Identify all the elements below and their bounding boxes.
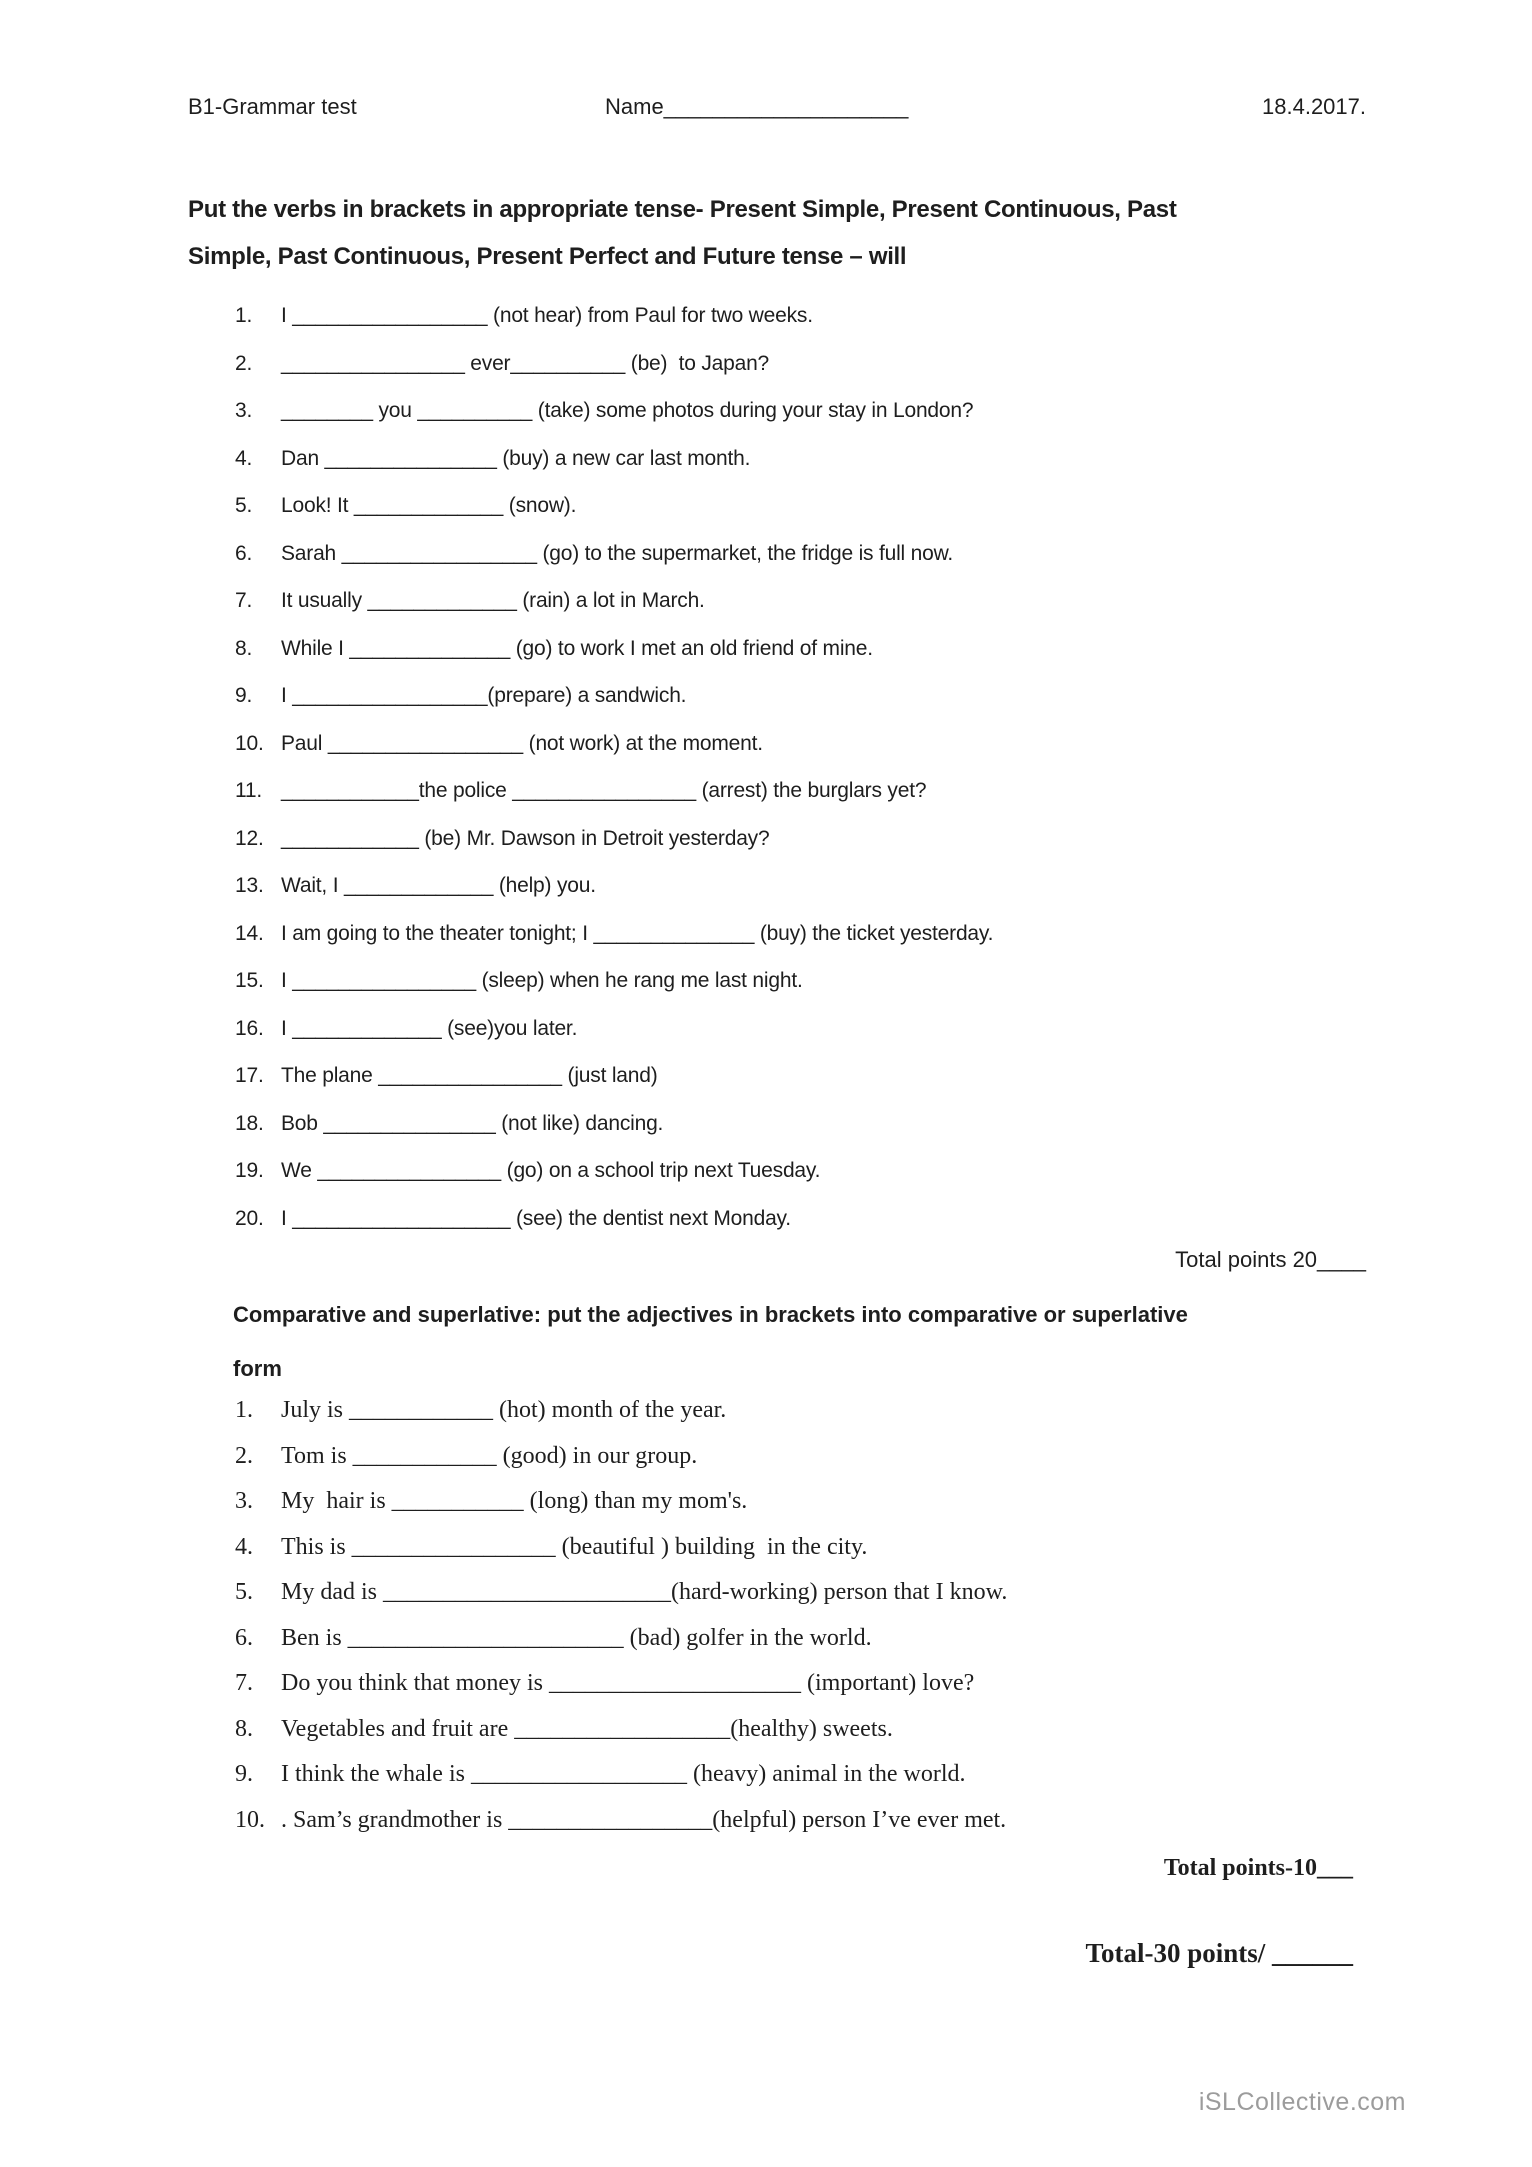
exercise-item (235, 815, 993, 863)
item-sentence: It usually _____________ (rain) a lot in March. (281, 589, 705, 612)
exercise-item (235, 1798, 1007, 1844)
exercise-item (235, 1100, 993, 1148)
item-sentence: I think the whale is __________________ (heavy) animal in the world. (281, 1761, 966, 1787)
exercise-item (235, 767, 993, 815)
item-number: 1. (235, 1397, 253, 1423)
item-sentence: I ________________ (sleep) when he rang me last night. (281, 969, 803, 992)
exercise-item (235, 672, 993, 720)
item-sentence: Do you think that money is _____________________ (important) love? (281, 1670, 975, 1696)
test-date: 18.4.2017. (1262, 94, 1366, 119)
section2-total-points: Total points-10___ (1163, 1855, 1353, 1881)
item-number: 9. (235, 684, 253, 707)
grand-total-points: Total-30 points/ ______ (1085, 1938, 1353, 1968)
exercise-item (235, 435, 993, 483)
exercise-item (235, 910, 993, 958)
item-sentence: While I ______________ (go) to work I met an old friend of mine. (281, 636, 873, 660)
item-number: 8. (235, 1715, 253, 1742)
item-sentence: . Sam’s grandmother is _________________(helpful) person I’ve ever met. (281, 1806, 1007, 1833)
exercise-item (235, 862, 993, 910)
item-number: 2. (235, 1442, 253, 1469)
item-sentence: My hair is ___________ (long) than my mom's. (281, 1488, 748, 1514)
exercise-item (235, 1195, 993, 1243)
item-number: 16. (235, 1016, 264, 1040)
exercise-item (235, 1707, 1007, 1753)
exercise-item (235, 1005, 993, 1053)
item-number: 6. (235, 541, 253, 565)
verb-tense-exercise-list (235, 292, 993, 1242)
exercise-item (235, 387, 993, 435)
item-sentence: I _________________(prepare) a sandwich. (281, 684, 687, 707)
course-title: B1-Grammar test (188, 94, 357, 119)
item-sentence: July is ____________ (hot) month of the year. (281, 1397, 727, 1423)
item-sentence: Tom is ____________ (good) in our group. (281, 1442, 698, 1469)
section2-instructions-line2: form (233, 1356, 282, 1381)
section1-instructions-line2: Simple, Past Continuous, Present Perfect and Future tense – will (188, 243, 907, 270)
exercise-item (235, 482, 993, 530)
item-number: 7. (235, 589, 253, 612)
item-number: 19. (235, 1159, 264, 1182)
section1-instructions (188, 186, 1382, 280)
item-number: 15. (235, 969, 264, 992)
item-number: 4. (235, 446, 253, 470)
item-sentence: This is _________________ (beautiful ) building in the city. (281, 1533, 868, 1560)
exercise-item (235, 1661, 1007, 1707)
exercise-item (235, 957, 993, 1005)
comparative-exercise-list (235, 1388, 1007, 1843)
item-sentence: Ben is _______________________ (bad) golfer in the world. (281, 1624, 872, 1651)
item-number: 4. (235, 1533, 253, 1560)
exercise-item (235, 1052, 993, 1100)
item-number: 20. (235, 1206, 264, 1230)
exercise-item (235, 340, 993, 388)
item-number: 11. (235, 779, 263, 802)
exercise-item (235, 1570, 1007, 1616)
exercise-item (235, 1147, 993, 1195)
item-number: 10. (235, 731, 264, 755)
item-number: 12. (235, 826, 264, 850)
item-sentence: I _____________ (see)you later. (281, 1016, 578, 1040)
exercise-item (235, 1434, 1007, 1480)
exercise-item (235, 1525, 1007, 1571)
item-sentence: Look! It _____________ (snow). (281, 494, 577, 517)
item-number: 3. (235, 1488, 253, 1514)
item-sentence: Sarah _________________ (go) to the supermarket, the fridge is full now. (281, 541, 954, 565)
item-number: 9. (235, 1761, 253, 1787)
exercise-item (235, 1388, 1007, 1434)
item-sentence: Bob _______________ (not like) dancing. (281, 1111, 664, 1135)
islcollective-watermark: iSLCollective.com (1198, 2088, 1406, 2116)
item-number: 5. (235, 1579, 253, 1605)
item-number: 13. (235, 874, 264, 897)
exercise-item (235, 1752, 1007, 1798)
item-number: 3. (235, 399, 253, 422)
item-sentence: ________ you __________ (take) some photos during your stay in London? (281, 399, 974, 422)
exercise-item (235, 625, 993, 673)
item-number: 8. (235, 636, 253, 660)
item-sentence: I am going to the theater tonight; I ______________ (buy) the ticket yesterday. (281, 921, 994, 945)
item-sentence: Wait, I _____________ (help) you. (281, 874, 596, 897)
item-sentence: Paul _________________ (not work) at the moment. (281, 731, 763, 755)
item-sentence: ____________ (be) Mr. Dawson in Detroit yesterday? (281, 826, 770, 850)
exercise-item (235, 720, 993, 768)
item-number: 7. (235, 1670, 253, 1696)
exercise-item (235, 530, 993, 578)
item-number: 5. (235, 494, 253, 517)
exercise-item (235, 1616, 1007, 1662)
item-sentence: My dad is ________________________(hard-working) person that I know. (281, 1579, 1008, 1605)
item-sentence: Dan _______________ (buy) a new car last month. (281, 446, 751, 470)
item-sentence: ________________ ever__________ (be) to Japan? (281, 351, 770, 375)
item-number: 14. (235, 921, 264, 945)
item-sentence: I ___________________ (see) the dentist next Monday. (281, 1206, 791, 1230)
item-sentence: Vegetables and fruit are __________________(healthy) sweets. (281, 1715, 893, 1742)
section1-instructions-line1: Put the verbs in brackets in appropriate tense- Present Simple, Present Continuous, Past (188, 196, 1177, 223)
exercise-item (235, 1479, 1007, 1525)
item-sentence: We ________________ (go) on a school trip next Tuesday. (281, 1159, 821, 1182)
section2-instructions-line1: Comparative and superlative: put the adjectives in brackets into comparative or superlative (233, 1302, 1188, 1327)
item-number: 2. (235, 351, 253, 375)
page-header (188, 94, 1366, 120)
item-number: 1. (235, 304, 253, 327)
item-number: 6. (235, 1624, 253, 1651)
item-sentence: I _________________ (not hear) from Paul for two weeks. (281, 304, 813, 327)
item-number: 10. (235, 1806, 265, 1833)
item-number: 17. (235, 1064, 264, 1087)
exercise-item (235, 292, 993, 340)
item-sentence: ____________the police ________________ (arrest) the burglars yet? (281, 779, 927, 802)
section2-instructions (233, 1288, 1382, 1396)
item-number: 18. (235, 1111, 264, 1135)
item-sentence: The plane ________________ (just land) (281, 1064, 658, 1087)
section1-total-points: Total points 20____ (1175, 1247, 1366, 1272)
name-blank-field: Name____________________ (605, 94, 909, 119)
exercise-item (235, 577, 993, 625)
